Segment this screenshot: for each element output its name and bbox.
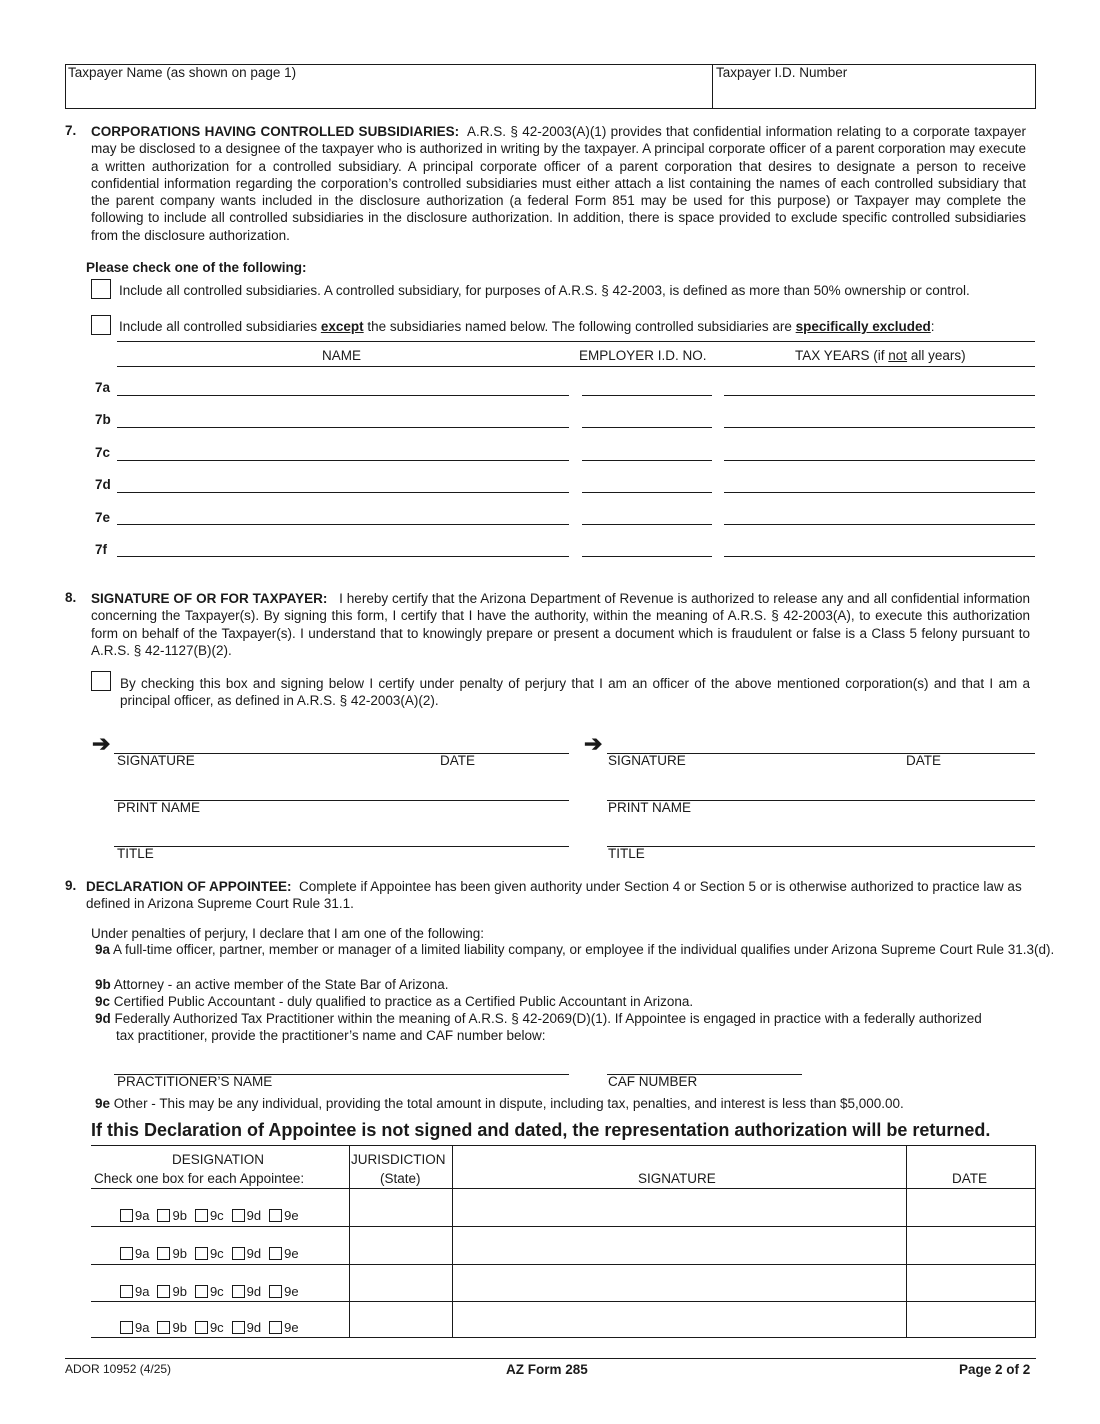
item-9d-code: 9d xyxy=(95,1011,111,1026)
item-9c-text: Certified Public Accountant - duly qualified to practice as a Certified Public Accountant in Arizona. xyxy=(113,994,694,1009)
appointee-row-2-date[interactable] xyxy=(907,1227,1034,1263)
declaration-warning: If this Declaration of Appointee is not signed and dated, the representation authorization will be returned. xyxy=(91,1120,991,1140)
row-7a-name-field[interactable] xyxy=(117,395,569,396)
section8-text xyxy=(91,590,1030,659)
opt-9a[interactable] xyxy=(120,1320,149,1335)
appointee-table-top xyxy=(91,1145,1036,1146)
opt-label: 9c xyxy=(209,1208,224,1223)
checkbox-icon[interactable] xyxy=(232,1247,245,1260)
opt-label: 9a xyxy=(135,1208,150,1223)
section8-body: I hereby certify that the Arizona Department of Revenue is authorized to release any and all confidential information concerning the Taxpayer(s). By signing this form, I certify that I have the authority, within the meaning of A.R.S. § 42-2003(A), to execute this authorization form on behalf of the Taxpayer(s). I understand that to knowingly prepare or present a document which is fraudulent or false is a Class 5 felony pursuant to A.R.S. § 42-1127(B)(2). xyxy=(91,591,1030,658)
row-7e-ein-field[interactable] xyxy=(582,524,712,525)
checkbox-icon[interactable] xyxy=(269,1247,282,1260)
checkbox-icon[interactable] xyxy=(232,1209,245,1222)
row-7d-ein-field[interactable] xyxy=(582,492,712,493)
appointee-row-3-date[interactable] xyxy=(907,1265,1034,1300)
taxpayer-name-input[interactable] xyxy=(66,82,711,108)
appointee-row-4-jurisdiction[interactable] xyxy=(350,1302,451,1336)
item-9d xyxy=(95,1010,996,1045)
opt-label: 9a xyxy=(135,1246,150,1261)
row-7b-name-field[interactable] xyxy=(117,427,569,428)
opt-9e[interactable] xyxy=(269,1320,298,1335)
signature-header: SIGNATURE xyxy=(638,1171,716,1186)
subsidiary-table-top-rule xyxy=(117,341,1035,342)
item-9e xyxy=(95,1095,904,1112)
col-name-header: NAME xyxy=(322,348,362,363)
section7-body: A.R.S. § 42-2003(A)(1) provides that confidential information relating to a corporate taxpayer may be disclosed to a designee of the taxpayer who is authorized in writing by the taxpayer. A principal corporate officer of a parent corporation may execute a written authorization for a controlled subsidiary. A principal corporate officer of a parent corporation that desires to designate a person to receive confidential information regarding the corporation’s controlled subsidiaries must either attach a list containing the names of each controlled subsidiary that the parent company wants included in the disclosure authorization (a federal Form 851 may be used for this purpose) or Taxpayer may complete the following to include all controlled subsidiaries in the disclosure authorization. In addition, there is space provided to exclude specific controlled subsidiaries from the disclosure authorization. xyxy=(91,124,1026,243)
checkbox-icon[interactable] xyxy=(195,1209,208,1222)
date-header: DATE xyxy=(952,1171,988,1186)
appointee-row-1-jurisdiction[interactable] xyxy=(350,1189,451,1225)
opt-9d[interactable] xyxy=(232,1320,261,1335)
row-7e-name-field[interactable] xyxy=(117,524,569,525)
checkbox-icon[interactable] xyxy=(269,1285,282,1298)
opt-label: 9a xyxy=(135,1320,150,1335)
row-7d-years-field[interactable] xyxy=(724,492,1035,493)
checkbox-icon[interactable] xyxy=(120,1209,133,1222)
col-ein-header: EMPLOYER I.D. NO. xyxy=(579,348,707,363)
opt-label: 9e xyxy=(284,1320,299,1335)
specifically-excluded-word: specifically excluded xyxy=(795,319,931,334)
section8-number: 8. xyxy=(65,590,77,605)
item-9a-text: A full-time officer, partner, member or manager of a limited liability company, or employee if the individual qualifies under Arizona Supreme Court Rule 31.3(d). xyxy=(113,942,1055,957)
include-all-checkbox[interactable] xyxy=(91,279,111,299)
opt-label: 9b xyxy=(172,1246,187,1261)
item-9b xyxy=(95,976,448,993)
row-7c-label: 7c xyxy=(95,445,111,460)
checkbox-icon[interactable] xyxy=(157,1321,170,1334)
appointee-row-4-designation xyxy=(120,1320,307,1335)
opt-9e[interactable] xyxy=(269,1284,298,1299)
opt-9a[interactable] xyxy=(120,1284,149,1299)
section8-title: SIGNATURE OF OR FOR TAXPAYER: xyxy=(91,591,328,606)
footer-rule xyxy=(65,1358,1036,1359)
appointee-row-1-signature[interactable] xyxy=(453,1189,905,1225)
designation-sub: Check one box for each Appointee: xyxy=(94,1171,305,1186)
col-years-not: not xyxy=(888,348,908,363)
officer-checkbox[interactable] xyxy=(91,671,111,691)
opt-9c[interactable] xyxy=(195,1208,224,1223)
opt-label: 9b xyxy=(172,1208,187,1223)
opt-label: 9e xyxy=(284,1246,299,1261)
right-title-line[interactable] xyxy=(607,846,1035,847)
taxpayer-id-input[interactable] xyxy=(713,82,1035,108)
checkbox-icon[interactable] xyxy=(195,1321,208,1334)
check-prompt: Please check one of the following: xyxy=(86,260,307,275)
right-signature-label: SIGNATURE xyxy=(608,753,686,768)
right-title-label: TITLE xyxy=(608,846,645,861)
opt-label: 9e xyxy=(284,1284,299,1299)
row-7f-name-field[interactable] xyxy=(117,556,569,557)
item-9b-text: Attorney - an active member of the State Bar of Arizona. xyxy=(113,977,449,992)
taxpayer-name-label: Taxpayer Name (as shown on page 1) xyxy=(68,65,297,80)
checkbox-icon[interactable] xyxy=(120,1247,133,1260)
item-9c xyxy=(95,993,693,1010)
opt-9e[interactable] xyxy=(269,1208,298,1223)
checkbox-icon[interactable] xyxy=(232,1285,245,1298)
appointee-row-2-jurisdiction[interactable] xyxy=(350,1227,451,1263)
opt-label: 9b xyxy=(172,1284,187,1299)
item-9e-code: 9e xyxy=(95,1096,111,1111)
row-7c-ein-field[interactable] xyxy=(582,460,712,461)
left-print-name-label: PRINT NAME xyxy=(117,800,201,815)
opt-9d[interactable] xyxy=(232,1208,261,1223)
row-7b-years-field[interactable] xyxy=(724,427,1035,428)
left-signature-label: SIGNATURE xyxy=(117,753,195,768)
left-title-line[interactable] xyxy=(114,846,569,847)
checkbox-icon[interactable] xyxy=(120,1321,133,1334)
checkbox-icon[interactable] xyxy=(157,1209,170,1222)
row-7d-label: 7d xyxy=(95,477,111,492)
opt-label: 9d xyxy=(246,1284,262,1299)
row-7f-years-field[interactable] xyxy=(724,556,1035,557)
appointee-row-3-designation xyxy=(120,1284,307,1299)
appointee-row-2-designation xyxy=(120,1246,307,1261)
appointee-row-2-signature[interactable] xyxy=(453,1227,905,1263)
section7-title: CORPORATIONS HAVING CONTROLLED SUBSIDIARIES: xyxy=(91,124,460,139)
item-9b-code: 9b xyxy=(95,977,111,992)
item-9e-text: Other - This may be any individual, providing the total amount in dispute, including tax, penalties, and interest is less than $5,000.00. xyxy=(113,1096,904,1111)
opt-9b[interactable] xyxy=(157,1284,186,1299)
item-9c-code: 9c xyxy=(95,994,111,1009)
checkbox-icon[interactable] xyxy=(120,1285,133,1298)
appointee-col-4 xyxy=(1035,1145,1036,1337)
opt-label: 9a xyxy=(135,1284,150,1299)
opt-9d[interactable] xyxy=(232,1246,261,1261)
row-7c-name-field[interactable] xyxy=(117,460,569,461)
jurisdiction-header: JURISDICTION xyxy=(351,1152,446,1167)
col-years-header xyxy=(795,348,966,363)
opt-label: 9e xyxy=(284,1208,299,1223)
row-7a-ein-field[interactable] xyxy=(582,395,712,396)
checkbox-icon[interactable] xyxy=(157,1247,170,1260)
checkbox-icon[interactable] xyxy=(232,1321,245,1334)
include-all-label: Include all controlled subsidiaries. A controlled subsidiary, for purposes of A.R.S. § 42-2003, is defined as more than 50% ownership or control. xyxy=(119,283,970,298)
section9-body: Complete if Appointee has been given authority under Section 4 or Section 5 or is otherwise authorized to practice law as defined in Arizona Supreme Court Rule 31.1. xyxy=(86,879,1022,912)
perjury-intro: Under penalties of perjury, I declare that I am one of the following: xyxy=(91,926,484,941)
row-7a-label: 7a xyxy=(95,380,111,395)
appointee-row-4-date[interactable] xyxy=(907,1302,1034,1336)
opt-9b[interactable] xyxy=(157,1208,186,1223)
taxpayer-id-label: Taxpayer I.D. Number xyxy=(716,65,848,80)
checkbox-icon[interactable] xyxy=(195,1247,208,1260)
section7-number: 7. xyxy=(65,123,77,138)
left-title-label: TITLE xyxy=(117,846,154,861)
row-7b-label: 7b xyxy=(95,412,111,427)
include-except-checkbox[interactable] xyxy=(91,315,111,335)
except-word: except xyxy=(320,319,364,334)
section9-number: 9. xyxy=(65,878,77,893)
opt-label: 9d xyxy=(246,1208,262,1223)
checkbox-icon[interactable] xyxy=(269,1209,282,1222)
jurisdiction-sub: (State) xyxy=(380,1171,421,1186)
opt-9d[interactable] xyxy=(232,1284,261,1299)
include-except-text-b: the subsidiaries named below. The following controlled subsidiaries are xyxy=(363,319,796,334)
caf-number-label: CAF NUMBER xyxy=(608,1074,698,1089)
row-7d-name-field[interactable] xyxy=(117,492,569,493)
right-date-label: DATE xyxy=(906,753,942,768)
designation-header: DESIGNATION xyxy=(172,1152,265,1167)
row-7a-years-field[interactable] xyxy=(724,395,1035,396)
item-9d-text: Federally Authorized Tax Practitioner within the meaning of A.R.S. § 42-2069(D)(1). If Appointee is engaged in practice with a federally authorized tax practitioner, provide the practitioner’s name and CAF number below: xyxy=(114,1011,982,1044)
opt-label: 9c xyxy=(209,1284,224,1299)
practitioner-name-label: PRACTITIONER’S NAME xyxy=(117,1074,273,1089)
left-arrow-icon: ➔ xyxy=(92,731,111,756)
right-print-name-label: PRINT NAME xyxy=(608,800,692,815)
opt-9b[interactable] xyxy=(157,1246,186,1261)
opt-label: 9c xyxy=(209,1320,224,1335)
item-9a xyxy=(95,941,1056,958)
row-7b-ein-field[interactable] xyxy=(582,427,712,428)
row-7e-label: 7e xyxy=(95,510,111,525)
include-except-text-c: : xyxy=(930,319,935,334)
col-years-text-b: all years) xyxy=(907,348,966,363)
checkbox-icon[interactable] xyxy=(195,1285,208,1298)
checkbox-icon[interactable] xyxy=(157,1285,170,1298)
include-except-label xyxy=(119,319,935,334)
section9-title: DECLARATION OF APPOINTEE: xyxy=(86,879,292,894)
page-number: Page 2 of 2 xyxy=(959,1362,1031,1377)
row-7c-years-field[interactable] xyxy=(724,460,1035,461)
opt-9e[interactable] xyxy=(269,1246,298,1261)
opt-9a[interactable] xyxy=(120,1208,149,1223)
form-code: ADOR 10952 (4/25) xyxy=(65,1362,172,1376)
row-7f-ein-field[interactable] xyxy=(582,556,712,557)
item-9a-code: 9a xyxy=(95,942,111,957)
appointee-row-4-signature[interactable] xyxy=(453,1302,905,1336)
row-7e-years-field[interactable] xyxy=(724,524,1035,525)
opt-label: 9b xyxy=(172,1320,187,1335)
opt-label: 9d xyxy=(246,1320,262,1335)
appointee-row-4-bottom xyxy=(91,1337,1036,1338)
opt-9c[interactable] xyxy=(195,1320,224,1335)
row-7f-label: 7f xyxy=(95,542,108,557)
form-name: AZ Form 285 xyxy=(506,1362,588,1377)
opt-9c[interactable] xyxy=(195,1246,224,1261)
opt-9b[interactable] xyxy=(157,1320,186,1335)
right-arrow-icon: ➔ xyxy=(584,731,603,756)
section7-text xyxy=(91,123,1026,244)
appointee-row-3-jurisdiction[interactable] xyxy=(350,1265,451,1300)
checkbox-icon[interactable] xyxy=(269,1321,282,1334)
appointee-row-3-signature[interactable] xyxy=(453,1265,905,1300)
include-except-text-a: Include all controlled subsidiaries xyxy=(119,319,321,334)
opt-label: 9d xyxy=(246,1246,262,1261)
subsidiary-table-header-rule xyxy=(117,366,1035,367)
opt-9a[interactable] xyxy=(120,1246,149,1261)
col-years-text-a: TAX YEARS (if xyxy=(795,348,889,363)
appointee-row-1-date[interactable] xyxy=(907,1189,1034,1225)
opt-9c[interactable] xyxy=(195,1284,224,1299)
officer-check-label: By checking this box and signing below I certify under penalty of perjury that I am an officer of the above mentioned corporation(s) and that I am a principal officer, as defined in A.R.S. § 42-2003(A)(2). xyxy=(120,676,1030,709)
appointee-row-1-designation xyxy=(120,1208,307,1223)
opt-label: 9c xyxy=(209,1246,224,1261)
section9-text xyxy=(86,878,1036,913)
left-date-label: DATE xyxy=(440,753,476,768)
